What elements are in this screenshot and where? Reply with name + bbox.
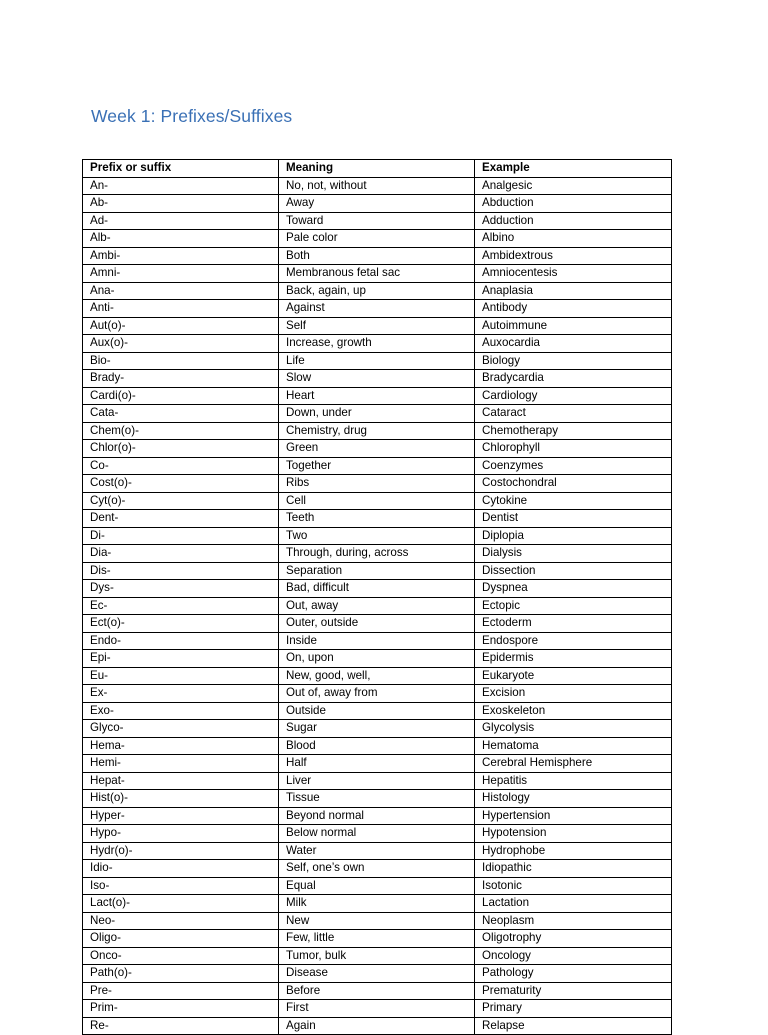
cell-meaning: Toward xyxy=(279,212,475,230)
table-row xyxy=(83,335,672,353)
table-row xyxy=(83,1017,672,1035)
cell-example: Dyspnea xyxy=(475,580,672,598)
cell-prefix: Aux(o)- xyxy=(83,335,279,353)
cell-prefix: Path(o)- xyxy=(83,965,279,983)
cell-meaning: Beyond normal xyxy=(279,807,475,825)
table-row xyxy=(83,877,672,895)
cell-meaning: Again xyxy=(279,1017,475,1035)
table-row xyxy=(83,545,672,563)
cell-meaning: Blood xyxy=(279,737,475,755)
cell-example: Glycolysis xyxy=(475,720,672,738)
cell-prefix: Hydr(o)- xyxy=(83,842,279,860)
cell-prefix: Dia- xyxy=(83,545,279,563)
cell-example: Lactation xyxy=(475,895,672,913)
cell-meaning: No, not, without xyxy=(279,177,475,195)
cell-example: Hepatitis xyxy=(475,772,672,790)
cell-prefix: Glyco- xyxy=(83,720,279,738)
cell-meaning: Two xyxy=(279,527,475,545)
cell-example: Hypotension xyxy=(475,825,672,843)
table-row xyxy=(83,370,672,388)
cell-meaning: Self xyxy=(279,317,475,335)
cell-example: Hydrophobe xyxy=(475,842,672,860)
cell-meaning: Both xyxy=(279,247,475,265)
table-row xyxy=(83,825,672,843)
cell-prefix: Di- xyxy=(83,527,279,545)
cell-example: Cerebral Hemisphere xyxy=(475,755,672,773)
cell-prefix: Cost(o)- xyxy=(83,475,279,493)
cell-meaning: Self, one’s own xyxy=(279,860,475,878)
table-row xyxy=(83,300,672,318)
cell-prefix: Oligo- xyxy=(83,930,279,948)
cell-example: Isotonic xyxy=(475,877,672,895)
cell-meaning: First xyxy=(279,1000,475,1018)
table-row xyxy=(83,982,672,1000)
cell-example: Cataract xyxy=(475,405,672,423)
prefix-suffix-table xyxy=(82,159,672,1035)
table-row xyxy=(83,737,672,755)
table-body xyxy=(83,177,672,1035)
table-row xyxy=(83,387,672,405)
cell-prefix: Ec- xyxy=(83,597,279,615)
cell-prefix: Ambi- xyxy=(83,247,279,265)
cell-meaning: New xyxy=(279,912,475,930)
cell-meaning: Few, little xyxy=(279,930,475,948)
cell-meaning: Equal xyxy=(279,877,475,895)
table-row xyxy=(83,947,672,965)
cell-example: Cytokine xyxy=(475,492,672,510)
cell-meaning: Pale color xyxy=(279,230,475,248)
cell-example: Costochondral xyxy=(475,475,672,493)
cell-prefix: Anti- xyxy=(83,300,279,318)
cell-prefix: Hepat- xyxy=(83,772,279,790)
cell-prefix: Ect(o)- xyxy=(83,615,279,633)
cell-meaning: Through, during, across xyxy=(279,545,475,563)
cell-prefix: Cata- xyxy=(83,405,279,423)
cell-meaning: Heart xyxy=(279,387,475,405)
table-row xyxy=(83,405,672,423)
cell-meaning: Separation xyxy=(279,562,475,580)
table-row xyxy=(83,965,672,983)
table-row xyxy=(83,1000,672,1018)
cell-example: Exoskeleton xyxy=(475,702,672,720)
cell-meaning: Out, away xyxy=(279,597,475,615)
cell-prefix: Neo- xyxy=(83,912,279,930)
cell-prefix: Aut(o)- xyxy=(83,317,279,335)
cell-prefix: Prim- xyxy=(83,1000,279,1018)
header-example: Example xyxy=(475,160,672,178)
table-row xyxy=(83,195,672,213)
cell-prefix: Hemi- xyxy=(83,755,279,773)
cell-example: Pathology xyxy=(475,965,672,983)
table-row xyxy=(83,860,672,878)
table-row xyxy=(83,912,672,930)
table-row xyxy=(83,597,672,615)
cell-example: Chemotherapy xyxy=(475,422,672,440)
table-row xyxy=(83,580,672,598)
table-row xyxy=(83,440,672,458)
cell-example: Ambidextrous xyxy=(475,247,672,265)
cell-example: Neoplasm xyxy=(475,912,672,930)
cell-prefix: Cyt(o)- xyxy=(83,492,279,510)
cell-prefix: Re- xyxy=(83,1017,279,1035)
table-row xyxy=(83,702,672,720)
table-row xyxy=(83,632,672,650)
cell-prefix: Dys- xyxy=(83,580,279,598)
cell-meaning: Away xyxy=(279,195,475,213)
cell-prefix: Ana- xyxy=(83,282,279,300)
cell-prefix: Ex- xyxy=(83,685,279,703)
cell-meaning: New, good, well, xyxy=(279,667,475,685)
cell-prefix: Hyper- xyxy=(83,807,279,825)
cell-prefix: Iso- xyxy=(83,877,279,895)
table-row xyxy=(83,212,672,230)
cell-example: Dialysis xyxy=(475,545,672,563)
cell-meaning: Tumor, bulk xyxy=(279,947,475,965)
cell-example: Hematoma xyxy=(475,737,672,755)
table-row xyxy=(83,842,672,860)
cell-prefix: Chem(o)- xyxy=(83,422,279,440)
cell-example: Idiopathic xyxy=(475,860,672,878)
cell-meaning: Teeth xyxy=(279,510,475,528)
cell-meaning: Outside xyxy=(279,702,475,720)
table-row xyxy=(83,685,672,703)
table-row xyxy=(83,527,672,545)
cell-meaning: Disease xyxy=(279,965,475,983)
table-row xyxy=(83,247,672,265)
cell-prefix: Hypo- xyxy=(83,825,279,843)
table-row xyxy=(83,615,672,633)
table-row xyxy=(83,177,672,195)
table-row xyxy=(83,807,672,825)
table-row xyxy=(83,492,672,510)
cell-prefix: Onco- xyxy=(83,947,279,965)
cell-example: Coenzymes xyxy=(475,457,672,475)
cell-example: Cardiology xyxy=(475,387,672,405)
cell-meaning: On, upon xyxy=(279,650,475,668)
table-row xyxy=(83,422,672,440)
cell-meaning: Down, under xyxy=(279,405,475,423)
cell-example: Oligotrophy xyxy=(475,930,672,948)
cell-prefix: Hema- xyxy=(83,737,279,755)
table-row xyxy=(83,352,672,370)
cell-prefix: Hist(o)- xyxy=(83,790,279,808)
cell-meaning: Out of, away from xyxy=(279,685,475,703)
cell-example: Dentist xyxy=(475,510,672,528)
table-row xyxy=(83,562,672,580)
cell-meaning: Slow xyxy=(279,370,475,388)
cell-example: Biology xyxy=(475,352,672,370)
table-row xyxy=(83,282,672,300)
cell-prefix: Dent- xyxy=(83,510,279,528)
cell-example: Dissection xyxy=(475,562,672,580)
table-row xyxy=(83,457,672,475)
cell-meaning: Inside xyxy=(279,632,475,650)
cell-example: Analgesic xyxy=(475,177,672,195)
cell-prefix: Lact(o)- xyxy=(83,895,279,913)
table-row xyxy=(83,230,672,248)
cell-prefix: Ad- xyxy=(83,212,279,230)
table-row xyxy=(83,475,672,493)
cell-prefix: Dis- xyxy=(83,562,279,580)
cell-example: Adduction xyxy=(475,212,672,230)
table-row xyxy=(83,930,672,948)
cell-example: Amniocentesis xyxy=(475,265,672,283)
cell-prefix: Idio- xyxy=(83,860,279,878)
cell-example: Antibody xyxy=(475,300,672,318)
cell-prefix: Pre- xyxy=(83,982,279,1000)
cell-meaning: Back, again, up xyxy=(279,282,475,300)
table-header-row xyxy=(83,160,672,178)
header-prefix-or-suffix: Prefix or suffix xyxy=(83,160,279,178)
table-row xyxy=(83,772,672,790)
cell-example: Chlorophyll xyxy=(475,440,672,458)
cell-example: Relapse xyxy=(475,1017,672,1035)
cell-example: Ectoderm xyxy=(475,615,672,633)
cell-meaning: Membranous fetal sac xyxy=(279,265,475,283)
table-row xyxy=(83,895,672,913)
cell-example: Abduction xyxy=(475,195,672,213)
cell-example: Diplopia xyxy=(475,527,672,545)
cell-prefix: Co- xyxy=(83,457,279,475)
cell-meaning: Sugar xyxy=(279,720,475,738)
cell-prefix: Ab- xyxy=(83,195,279,213)
cell-prefix: Brady- xyxy=(83,370,279,388)
table-header xyxy=(83,160,672,178)
table-row xyxy=(83,790,672,808)
cell-example: Bradycardia xyxy=(475,370,672,388)
table-row xyxy=(83,317,672,335)
cell-meaning: Increase, growth xyxy=(279,335,475,353)
cell-meaning: Ribs xyxy=(279,475,475,493)
cell-meaning: Green xyxy=(279,440,475,458)
cell-prefix: Endo- xyxy=(83,632,279,650)
cell-example: Epidermis xyxy=(475,650,672,668)
cell-example: Histology xyxy=(475,790,672,808)
cell-example: Endospore xyxy=(475,632,672,650)
cell-example: Autoimmune xyxy=(475,317,672,335)
cell-meaning: Milk xyxy=(279,895,475,913)
cell-prefix: Cardi(o)- xyxy=(83,387,279,405)
table-row xyxy=(83,720,672,738)
cell-prefix: Alb- xyxy=(83,230,279,248)
cell-prefix: An- xyxy=(83,177,279,195)
cell-example: Oncology xyxy=(475,947,672,965)
cell-example: Ectopic xyxy=(475,597,672,615)
cell-example: Anaplasia xyxy=(475,282,672,300)
cell-meaning: Against xyxy=(279,300,475,318)
table-row xyxy=(83,755,672,773)
cell-meaning: Bad, difficult xyxy=(279,580,475,598)
cell-example: Eukaryote xyxy=(475,667,672,685)
table-row xyxy=(83,265,672,283)
cell-prefix: Chlor(o)- xyxy=(83,440,279,458)
cell-meaning: Liver xyxy=(279,772,475,790)
cell-meaning: Half xyxy=(279,755,475,773)
cell-meaning: Chemistry, drug xyxy=(279,422,475,440)
cell-example: Auxocardia xyxy=(475,335,672,353)
cell-prefix: Epi- xyxy=(83,650,279,668)
cell-meaning: Life xyxy=(279,352,475,370)
cell-prefix: Amni- xyxy=(83,265,279,283)
cell-prefix: Eu- xyxy=(83,667,279,685)
cell-example: Prematurity xyxy=(475,982,672,1000)
cell-meaning: Outer, outside xyxy=(279,615,475,633)
cell-meaning: Before xyxy=(279,982,475,1000)
cell-example: Hypertension xyxy=(475,807,672,825)
cell-example: Albino xyxy=(475,230,672,248)
cell-meaning: Together xyxy=(279,457,475,475)
table-row xyxy=(83,650,672,668)
cell-example: Primary xyxy=(475,1000,672,1018)
cell-example: Excision xyxy=(475,685,672,703)
header-meaning: Meaning xyxy=(279,160,475,178)
prefix-suffix-table-container xyxy=(82,159,672,1035)
page-title: Week 1: Prefixes/Suffixes xyxy=(91,106,293,126)
cell-prefix: Bio- xyxy=(83,352,279,370)
table-row xyxy=(83,667,672,685)
cell-meaning: Below normal xyxy=(279,825,475,843)
cell-meaning: Cell xyxy=(279,492,475,510)
cell-meaning: Tissue xyxy=(279,790,475,808)
cell-meaning: Water xyxy=(279,842,475,860)
table-row xyxy=(83,510,672,528)
cell-prefix: Exo- xyxy=(83,702,279,720)
